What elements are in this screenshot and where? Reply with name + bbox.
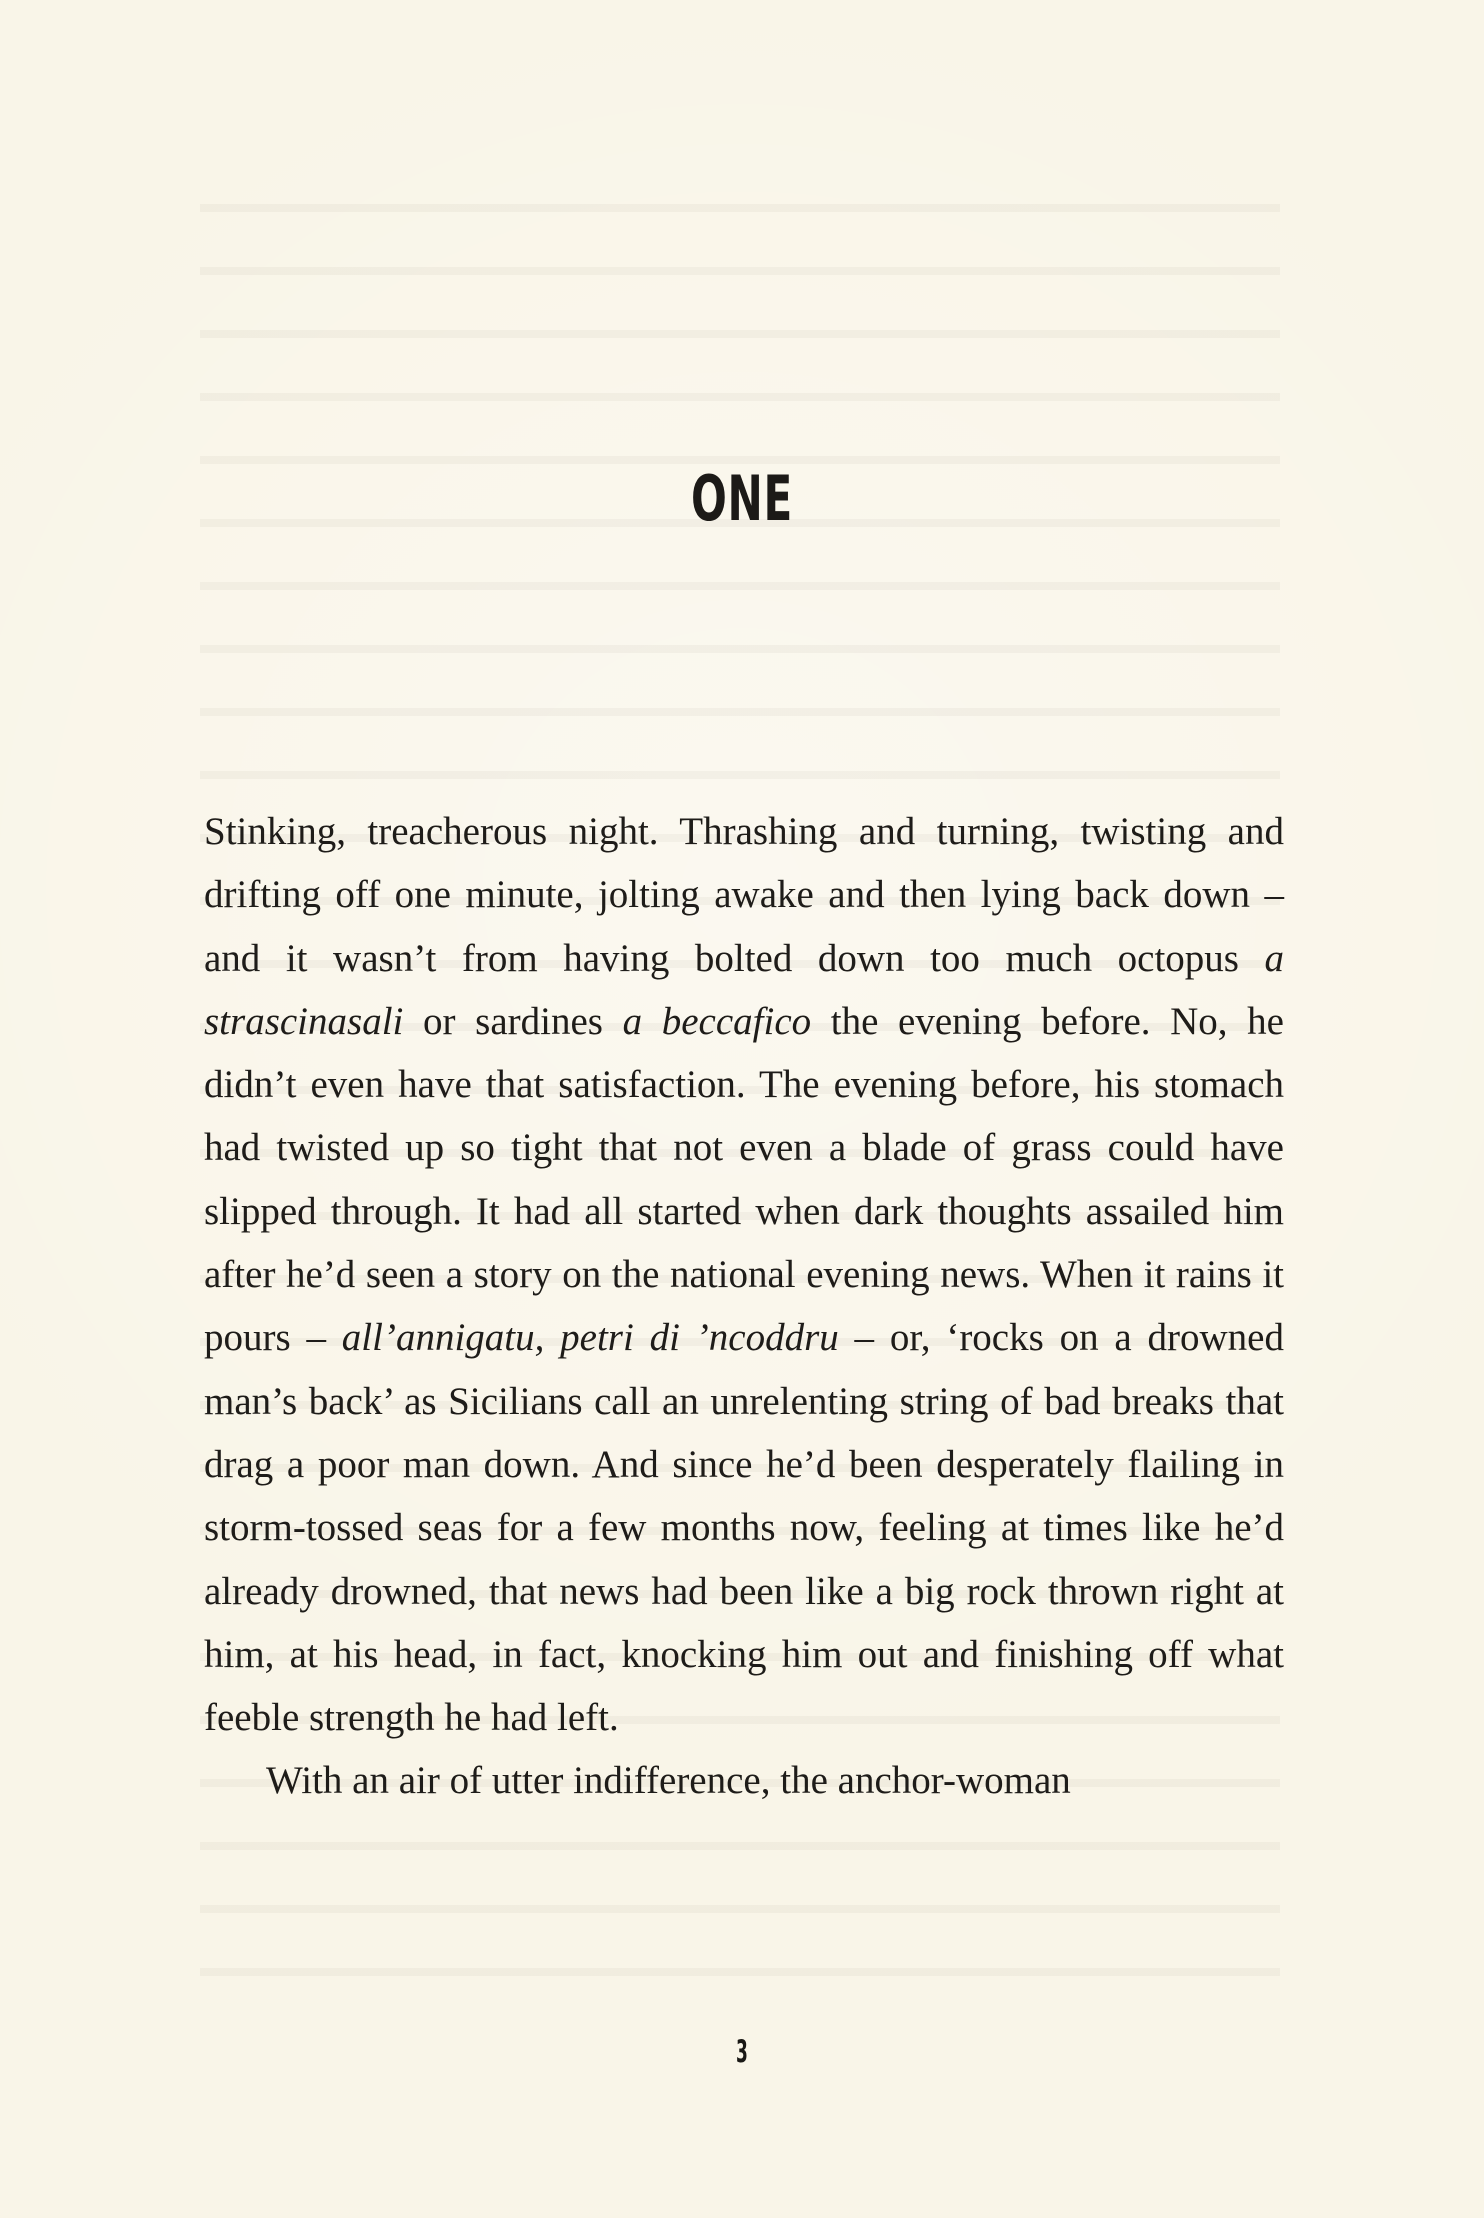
chapter-title: ONE xyxy=(691,462,793,535)
page-number: 3 xyxy=(736,2034,748,2070)
paragraph-1-text-b: or sardines xyxy=(403,999,623,1043)
italic-phrase-beccafico: a beccafico xyxy=(622,999,812,1043)
paragraph-1-text-d: – or, ‘rocks on a drowned man’s back’ as Sicilians call an unrelenting string of bad breaks that drag a poor man down. And since he’d been desperately flailing in storm-tossed seas for a few months now, feeling at times like he’d already drowned, that news had been like a big rock thrown right at him, at his head, in fact, knocking him out and finishing off what feeble strength he had left. xyxy=(204,1316,1284,1740)
paragraph-1-text-c: the evening before. No, he didn’t even have that satisfaction. The evening before, his stomach had twisted up so tight that not even a blade of grass could have slipped through. It had all started when dark thoughts assailed him after he’d seen a story on the national evening news. When it rains it pours – xyxy=(204,999,1284,1360)
paragraph-2: With an air of utter indifference, the anchor-woman xyxy=(266,1759,1071,1803)
italic-phrase-strascinasali: a strascinasali xyxy=(204,936,1284,1043)
italic-phrase-sicilian-saying: all’annigatu, petri di ’ncoddru xyxy=(341,1316,839,1360)
paragraph-1 xyxy=(204,800,1284,1749)
paragraph-1-text-a: Stinking, treacherous night. Thrashing and turning, twisting and drifting off one minute, jolting awake and then lying back down – and it wasn’t from having bolted down too much octopus xyxy=(204,810,1284,980)
chapter-body xyxy=(204,800,1284,1813)
